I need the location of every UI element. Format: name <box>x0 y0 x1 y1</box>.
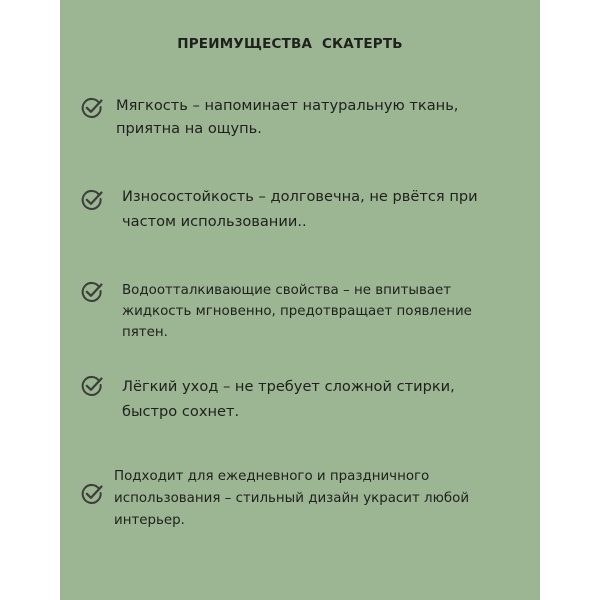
benefit-text: Лёгкий уход – не требует сложной стирки, быстро сохнет. <box>122 378 455 420</box>
benefit-text: Водоотталкивающие свойства – не впитывает жидкость мгновенно, предотвращает появление пятен. <box>122 283 472 340</box>
check-circle-icon <box>80 96 104 120</box>
benefits-panel <box>60 0 540 600</box>
benefit-text: Износостойкость – долговечна, не рвётся при частом использовании.. <box>122 188 478 230</box>
benefit-text: Мягкость – напоминает натуральную ткань, приятна на ощупь. <box>116 97 459 137</box>
page-title: ПРЕИМУЩЕСТВА СКАТЕРТЬ <box>177 36 403 52</box>
benefit-text: Подходит для ежедневного и праздничного использования – стильный дизайн украсит любой интерьер. <box>114 469 470 528</box>
check-circle-icon <box>80 482 104 506</box>
check-circle-icon <box>80 280 104 304</box>
check-circle-icon <box>80 374 104 398</box>
check-circle-icon <box>80 188 104 212</box>
